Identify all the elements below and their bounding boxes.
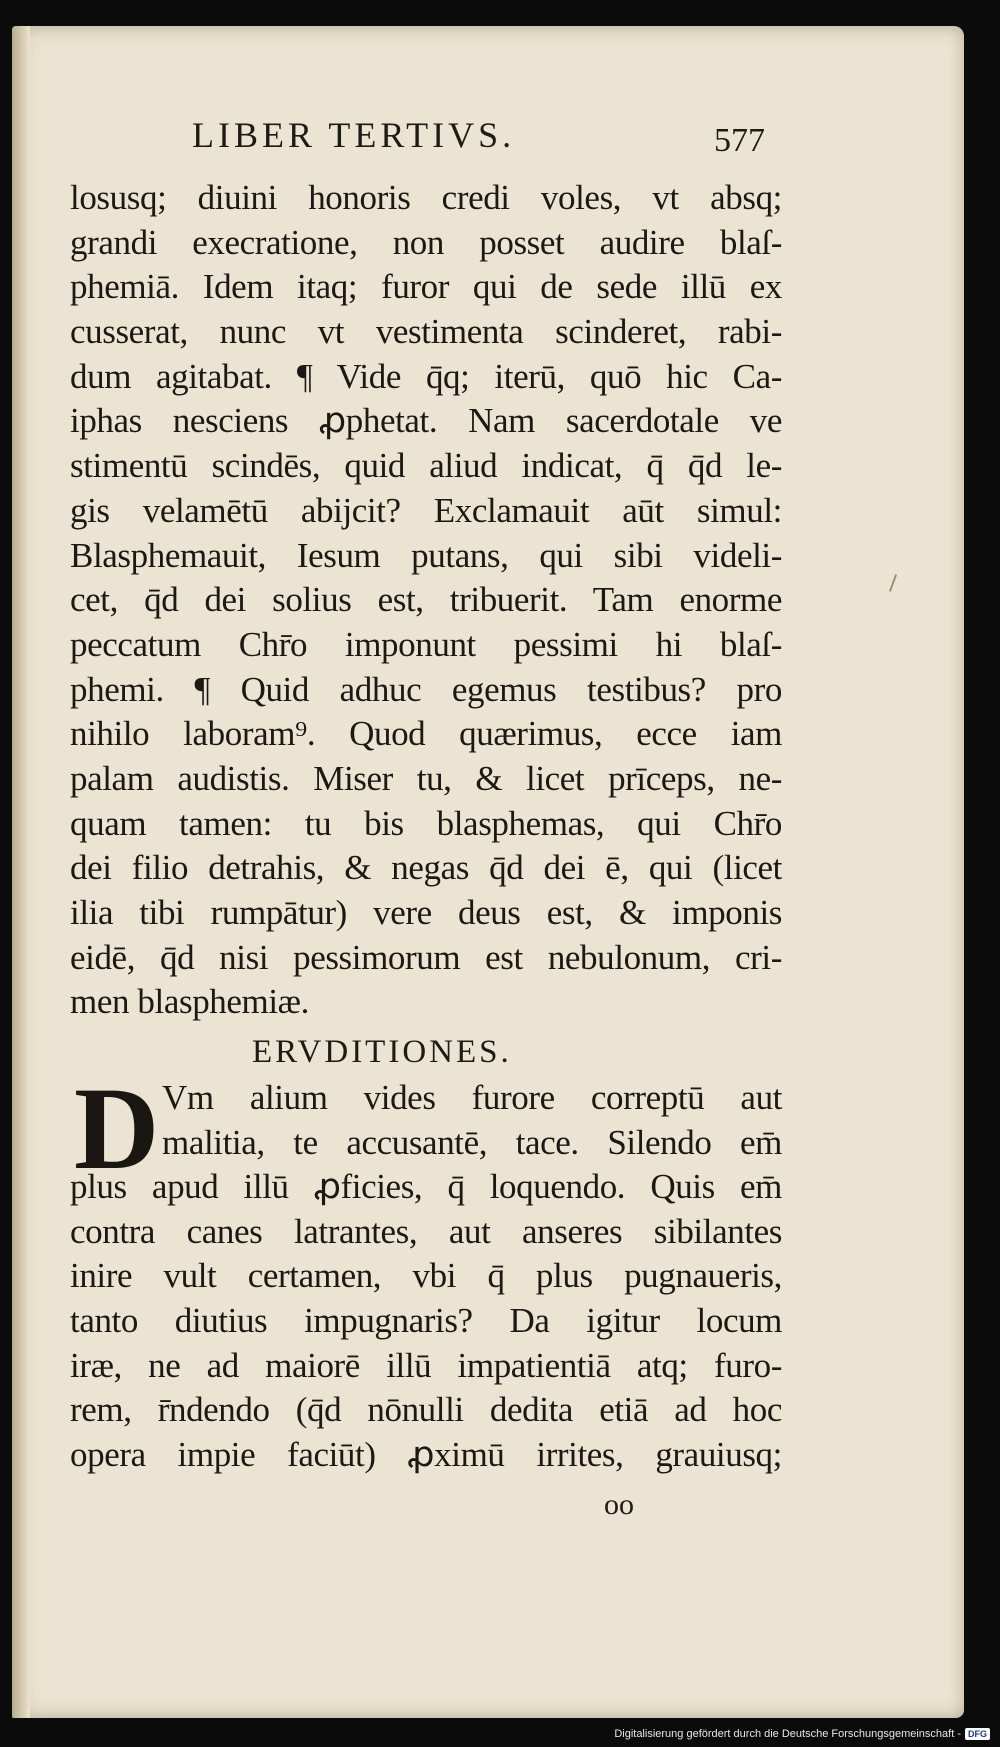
text-line: opera impie faciūt) ꝓximū irrites, grauiusq; <box>70 1435 782 1475</box>
text-line: malitia, te accusantē, tace. Silendo em̄ <box>162 1122 782 1162</box>
text-line: grandi execratione, non posset audire blaſ- <box>70 222 782 262</box>
drop-cap-initial: D <box>74 1063 160 1194</box>
text-line: iræ, ne ad maiorē illū impatientiā atq; furo- <box>70 1345 782 1385</box>
text-line: Blasphemauit, Iesum putans, qui sibi videli- <box>70 535 782 575</box>
text-line: plus apud illū ꝓficies, q̄ loquendo. Quis em̄ <box>70 1167 782 1206</box>
text-line: dei filio detrahis, & negas q̄d dei ē, qui (licet <box>70 848 782 888</box>
text-line: peccatum Chr̄o imponunt pessimi hi blaſ- <box>70 624 782 664</box>
running-head: LIBER TERTIVS. <box>192 115 516 155</box>
paper-mark <box>889 574 897 592</box>
text-line: losusq; diuini honoris credi voles, vt absq; <box>70 178 782 217</box>
text-line: ilia tibi rumpātur) vere deus est, & imponis <box>70 893 782 932</box>
text-line: nihilo laboram⁹. Quod quærimus, ecce iam <box>70 714 782 754</box>
text-line: tanto diutius impugnaris? Da igitur locum <box>70 1301 782 1341</box>
text-line: contra canes latrantes, aut anseres sibilantes <box>70 1211 782 1251</box>
text-line: phemi. ¶ Quid adhuc egemus testibus? pro <box>70 669 782 709</box>
footer-credit: Digitalisierung gefördert durch die Deutsche Forschungsgemeinschaft - <box>614 1728 961 1740</box>
drop-cap-lines <box>162 1076 782 1165</box>
text-line: men blasphemiæ. <box>70 982 309 1022</box>
text-line: palam audistis. Miser tu, & licet prīceps, ne- <box>70 758 782 798</box>
text-line: iphas nesciens ꝓphetat. Nam sacerdotale ve <box>70 401 782 441</box>
text-line: inire vult certamen, vbi q̄ plus pugnaueris, <box>70 1256 782 1296</box>
text-line: Vm alium vides furore correptū aut <box>162 1078 782 1117</box>
text-line: cet, q̄d dei solius est, tribuerit. Tam enorme <box>70 580 782 620</box>
text-line: eidē, q̄d nisi pessimorum est nebulonum, cri- <box>70 937 782 977</box>
text-line: gis velamētū abijcit? Exclamauit aūt simul: <box>70 490 782 530</box>
text-line: dum agitabat. ¶ Vide q̄q; iterū, quō hic Ca- <box>70 356 782 396</box>
text-line: cusserat, nunc vt vestimenta scinderet, rabi- <box>70 312 782 352</box>
text-line: phemiā. Idem itaq; furor qui de sede illū ex <box>70 267 782 307</box>
text-line: stimentū scindēs, quid aliud indicat, q̄ q̄d le- <box>70 446 782 486</box>
section-heading: ERVDITIONES. <box>252 1034 512 1070</box>
main-text-block <box>70 176 782 1025</box>
page-gutter <box>12 26 30 1718</box>
dfg-logo: DFG <box>965 1728 990 1740</box>
signature-mark: oo <box>604 1488 634 1521</box>
text-line: rem, r̄ndendo (q̄d nōnulli dedita etiā ad hoc <box>70 1390 782 1430</box>
lower-text-block <box>70 1165 782 1478</box>
text-line: quam tamen: tu bis blasphemas, qui Chr̄o <box>70 803 782 843</box>
page-number: 577 <box>714 122 765 159</box>
digitization-footer <box>614 1725 990 1743</box>
book-page <box>12 26 964 1718</box>
